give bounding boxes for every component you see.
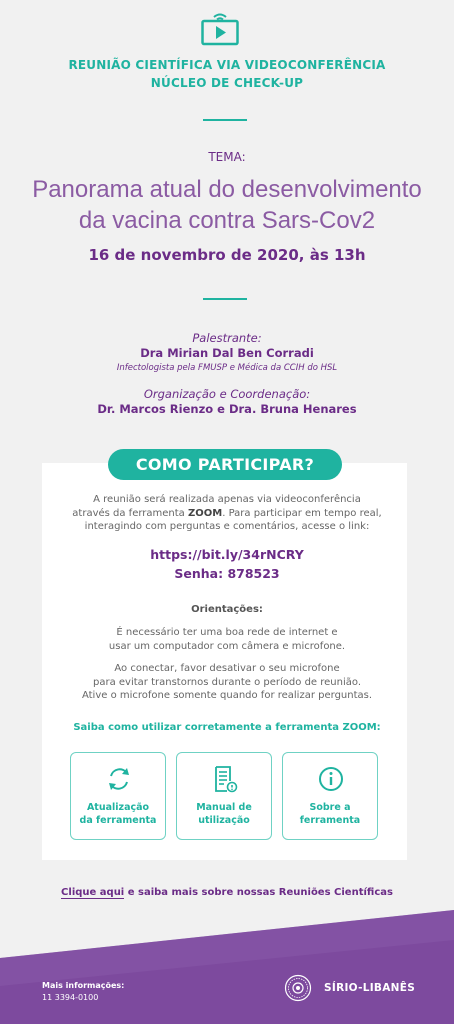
orientation-2: [0, 662, 454, 703]
participation-intro: [0, 493, 454, 534]
contact-info: [42, 980, 124, 1004]
hospital-seal-icon: [284, 974, 312, 1002]
topic-label: TEMA:: [208, 150, 246, 164]
refresh-icon: [105, 765, 133, 793]
tile-1-line-2: da ferramenta: [79, 815, 157, 826]
intro-line-2-end: . Para participar em tempo real,: [222, 507, 382, 519]
organization-names: Dr. Marcos Rienzo e Dra. Bruna Henares: [97, 402, 357, 416]
speaker-block: [0, 331, 454, 375]
zoom-bold: ZOOM: [188, 507, 223, 519]
tile-about-tool[interactable]: [282, 752, 378, 840]
orientation-1-line-1: É necessário ter uma boa rede de internet e: [116, 627, 338, 638]
orientations-label: Orientações:: [191, 604, 263, 615]
zoom-guide-title: Saiba como utilizar corretamente a ferramenta ZOOM:: [73, 722, 381, 733]
topic-title-line2: da vacina contra Sars-Cov2: [78, 207, 376, 234]
event-department: NÚCLEO DE CHECK-UP: [150, 76, 304, 90]
event-date: 16 de novembro de 2020, às 13h: [88, 246, 366, 264]
footer-band: [0, 910, 454, 1024]
organization-block: [0, 387, 454, 417]
orientation-2-line-3: Ative o microfone somente quando for realizar perguntas.: [81, 690, 373, 701]
orientation-2-line-1: Ao conectar, favor desativar o seu microfone: [114, 663, 340, 674]
info-icon: [317, 765, 345, 793]
event-header: [0, 56, 454, 92]
tile-tool-update-label: [71, 801, 165, 827]
contact-phone: 11 3394-0100: [42, 993, 99, 1002]
tile-3-line-1: Sobre a: [309, 802, 351, 813]
video-tv-icon: [201, 12, 239, 46]
meeting-password: Senha: 878523: [174, 566, 280, 581]
speaker-affiliation: Infectologista pela FMUSP e Médica da CCIH do HSL: [116, 363, 338, 373]
orientation-1-line-2: usar um computador com câmera e microfone.: [108, 640, 346, 652]
click-here-link[interactable]: Clique aqui: [61, 887, 125, 898]
speaker-label: Palestrante:: [192, 331, 262, 345]
divider-top: [203, 119, 247, 121]
tile-about-tool-label: [283, 801, 377, 827]
topic-title-line1: Panorama atual do desenvolvimento: [32, 176, 422, 203]
more-info-text: e saiba mais sobre nossas Reuniões Científicas: [124, 887, 393, 898]
topic-title: [0, 174, 454, 236]
tile-1-line-1: Atualização: [86, 802, 150, 813]
divider-middle: [203, 298, 247, 300]
tile-user-manual[interactable]: [176, 752, 272, 840]
organization-label: Organização e Coordenação:: [143, 387, 311, 401]
how-to-participate-button[interactable]: COMO PARTICIPAR?: [108, 449, 342, 480]
more-info-link[interactable]: [0, 887, 454, 898]
meeting-link[interactable]: https://bit.ly/34rNCRY: [150, 547, 304, 562]
brand-logo: [284, 974, 414, 1002]
tile-3-line-2: ferramenta: [299, 815, 361, 826]
event-type: REUNIÃO CIENTÍFICA VIA VIDEOCONFERÊNCIA: [68, 58, 386, 72]
tile-tool-update[interactable]: [70, 752, 166, 840]
brand-name: SÍRIO-LIBANÊS: [324, 982, 416, 994]
orientation-2-line-2: para evitar transtornos durante o período de reunião.: [93, 676, 361, 688]
orientation-1: [0, 626, 454, 653]
manual-icon: [211, 765, 239, 793]
tile-2-line-2: utilização: [198, 815, 250, 826]
intro-line-3: interagindo com perguntas e comentários, acesse o link:: [84, 521, 370, 532]
access-info: [0, 545, 454, 583]
contact-label: Mais informações:: [42, 981, 125, 990]
intro-line-2-start: através da ferramenta: [72, 507, 188, 519]
intro-line-1: A reunião será realizada apenas via videoconferência: [93, 494, 361, 505]
speaker-name: Dra Mirian Dal Ben Corradi: [140, 346, 314, 360]
tile-user-manual-label: [177, 801, 271, 827]
intro-line-2: [0, 507, 454, 521]
tile-2-line-1: Manual de: [196, 802, 252, 813]
